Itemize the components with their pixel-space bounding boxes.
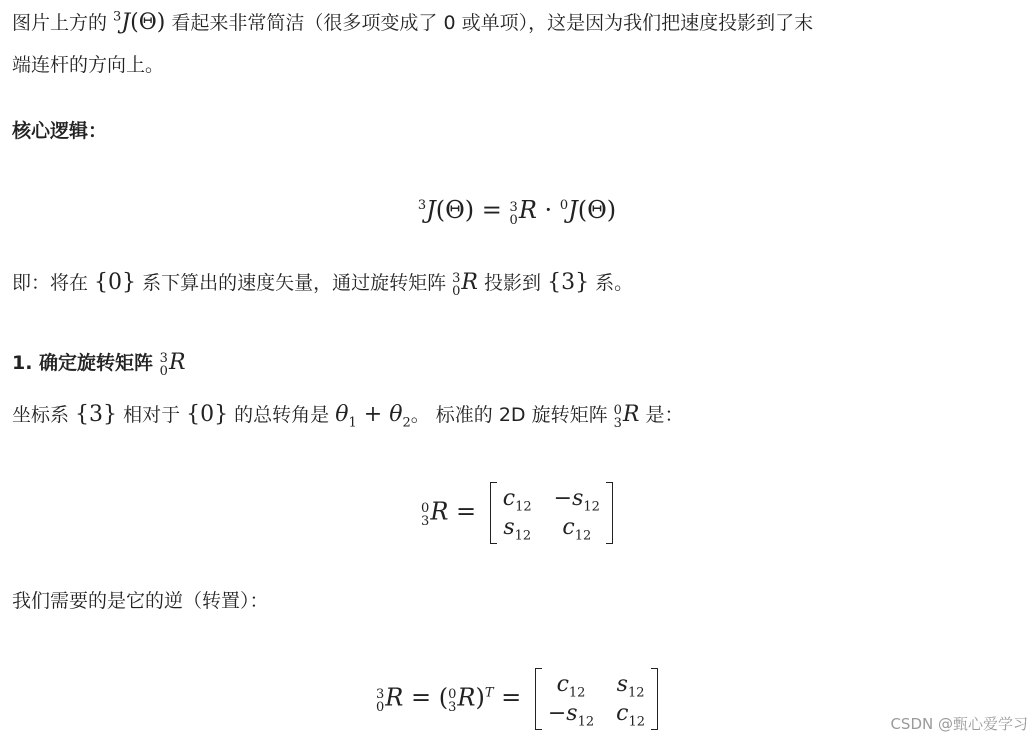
csdn-watermark: CSDN @甄心爱学习 — [890, 715, 1028, 733]
coord-text-5: 是： — [639, 404, 684, 426]
jacobian-symbol: J — [121, 10, 131, 35]
eq2-m11: $c_{12}$ — [502, 486, 532, 515]
projection-set-0: {0} — [94, 270, 137, 295]
eq2-R-prescript: 0 3 — [421, 501, 430, 529]
eq2-R-symbol: R — [430, 497, 449, 526]
coord-text-4: 。 标准的 2D 旋转矩阵 — [410, 404, 614, 426]
eq1-lhs-superscript: 3 — [417, 198, 427, 213]
eq1-R-prescript: 3 0 — [509, 199, 518, 228]
line-inverse — [12, 584, 269, 618]
line-coordinate — [12, 398, 684, 432]
eq3-equals: = — [410, 683, 432, 712]
coord-set-3: {3} — [75, 402, 118, 427]
projection-text-3: 投影到 — [478, 272, 548, 294]
intro-text-3: 端连杆的方向上。 — [12, 54, 165, 76]
eq1-R-symbol: R — [518, 196, 537, 224]
line-projection — [12, 266, 633, 300]
coord-theta-sum: $\theta_1 + \theta_2$ — [335, 402, 411, 431]
coord-R-expr: 0 3 R — [613, 402, 640, 431]
coord-set-0: {0} — [186, 402, 229, 427]
intro-jacobian-expr — [113, 10, 165, 35]
eq1-lhs-J: J — [426, 196, 436, 224]
eq1-lhs-arg: (Θ) — [435, 196, 475, 224]
eq1-rhs-J: J — [568, 196, 578, 224]
eq1-rhs-arg: (Θ) — [577, 196, 617, 224]
eq3-m21: $-s_{12}$ — [547, 701, 595, 730]
equation-3 — [0, 668, 1034, 730]
intro-line-2 — [12, 48, 164, 82]
coord-text-3: 的总转角是 — [228, 404, 336, 426]
eq1-dot: · — [544, 196, 553, 224]
eq3-R-symbol: R — [385, 683, 404, 712]
eq2-m22: $c_{12}$ — [562, 515, 592, 544]
eq2-equals: = — [456, 497, 477, 526]
eq1-rhs-superscript: 0 — [559, 198, 569, 213]
heading-core-logic — [12, 114, 107, 148]
projection-set-3: {3} — [547, 270, 590, 295]
intro-text-2: 看起来非常简洁（很多项变成了 0 或单项），这是因为我们把速度投影到了末 — [165, 12, 814, 34]
heading-core-logic-text: 核心逻辑： — [12, 120, 108, 142]
eq1-equals: = — [481, 196, 502, 224]
equation-2 — [0, 482, 1034, 544]
intro-line-1 — [12, 6, 813, 40]
eq2-m21: $s_{12}$ — [503, 515, 532, 544]
eq3-paren-close: ) — [475, 683, 485, 712]
eq3-equals-2: = — [501, 683, 522, 712]
section-1-title: 1. 确定旋转矩阵 — [12, 352, 160, 374]
equation-1 — [0, 196, 1034, 228]
eq3-m22: $c_{12}$ — [616, 701, 646, 730]
projection-text-2: 系下算出的速度矢量，通过旋转矩阵 — [136, 272, 453, 294]
eq3-m12: $s_{12}$ — [616, 672, 645, 701]
projection-R-expr: 3 0 R — [452, 270, 478, 299]
eq3-transpose: T — [484, 685, 494, 701]
eq2-matrix — [490, 482, 613, 544]
eq3-inner-prescript: 0 3 — [448, 687, 457, 715]
projection-text-4: 系。 — [589, 272, 634, 294]
inverse-text: 我们需要的是它的逆（转置）： — [12, 590, 269, 612]
eq3-inner-R: R — [457, 683, 476, 712]
coord-text-2: 相对于 — [117, 404, 187, 426]
coord-text-1: 坐标系 — [12, 404, 76, 426]
jacobian-argument: (Θ) — [130, 10, 166, 35]
eq3-m11: $c_{12}$ — [556, 672, 586, 701]
eq3-R-prescript: 3 0 — [375, 687, 385, 715]
section-1-heading — [12, 346, 186, 380]
eq3-paren-open: ( — [438, 683, 449, 712]
intro-text-1: 图片上方的 — [12, 12, 114, 34]
eq2-m12: $-s_{12}$ — [553, 486, 600, 515]
eq3-matrix — [535, 668, 658, 730]
jacobian-superscript: 3 — [113, 9, 122, 25]
projection-text-1: 即：将在 — [12, 272, 95, 294]
section-1-R-expr: 3 0 R — [159, 350, 186, 379]
